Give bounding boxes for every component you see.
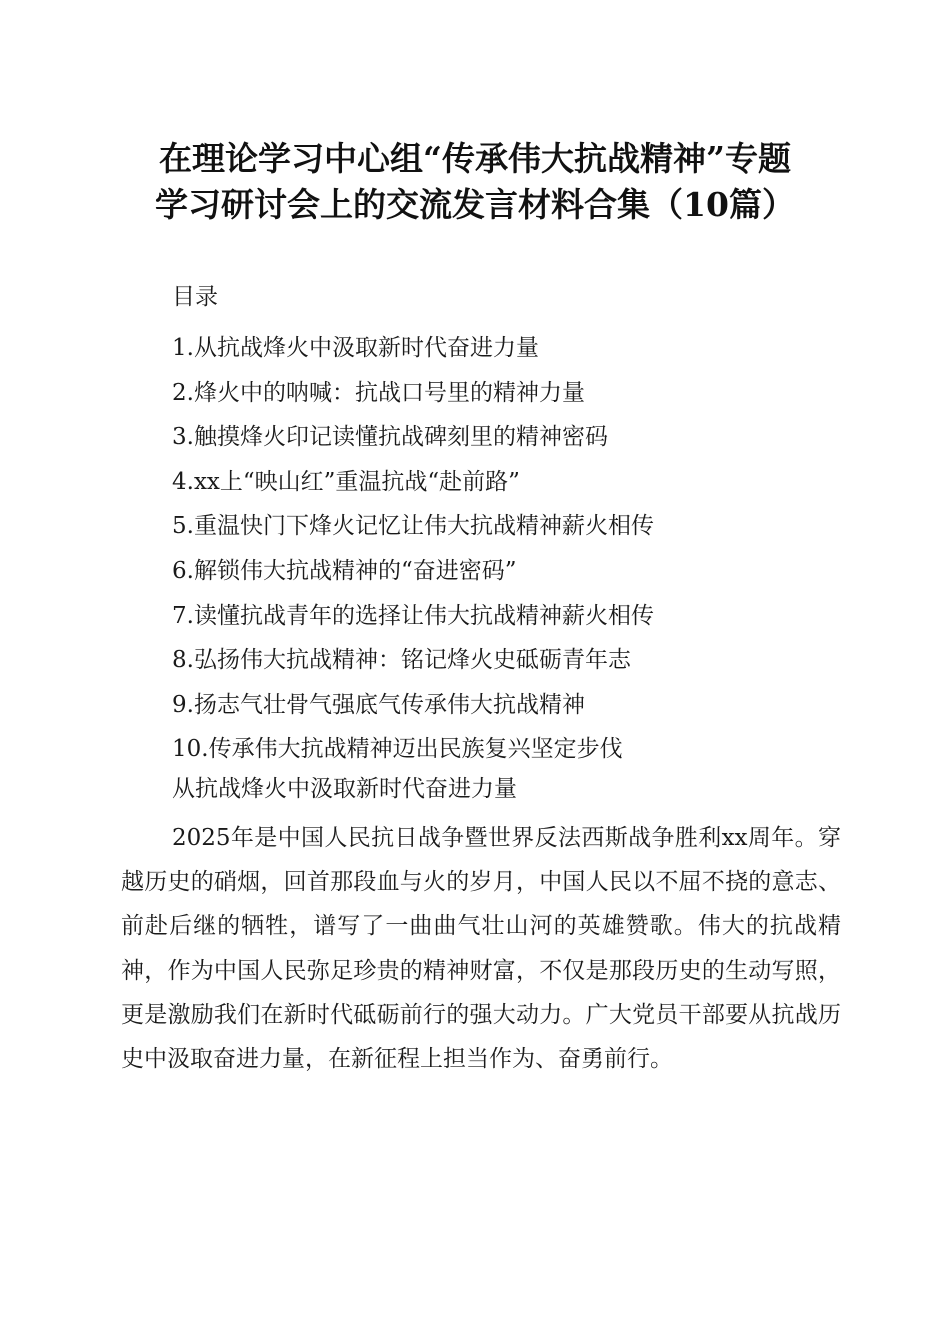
title-line-2: 学习研讨会上的交流发言材料合集（10篇）: [155, 185, 795, 224]
body-paragraph: 2025年是中国人民抗日战争暨世界反法西斯战争胜利xx周年。穿越历史的硝烟，回首那段血与火的岁月，中国人民以不屈不挠的意志、前赴后继的牺牲，谱写了一曲曲气壮山河的英雄赞歌。伟大的抗战精神，作为中国人民弥足珍贵的精神财富，不仅是那段历史的生动写照，更是激励我们在新时代砥砺前行的强大动力。广大党员干部要从抗战历史中汲取奋进力量，在新征程上担当作为、奋勇前行。: [121, 825, 841, 1073]
toc-item: 4.xx上“映山红”重温抗战“赴前路”: [172, 468, 520, 495]
toc-item: 1.从抗战烽火中汲取新时代奋进力量: [172, 335, 539, 361]
toc-heading: 目录: [172, 284, 218, 310]
toc-item: 10.传承伟大抗战精神迈出民族复兴坚定步伐: [172, 736, 623, 763]
toc-item: 7.读懂抗战青年的选择让伟大抗战精神薪火相传: [172, 602, 654, 629]
toc-item: 3.触摸烽火印记读懂抗战碑刻里的精神密码: [172, 424, 608, 451]
section-title: 从抗战烽火中汲取新时代奋进力量: [172, 776, 517, 802]
toc-item: 6.解锁伟大抗战精神的“奋进密码”: [172, 557, 517, 584]
toc-item: 2.烽火中的呐喊：抗战口号里的精神力量: [172, 379, 585, 406]
toc-item: 9.扬志气壮骨气强底气传承伟大抗战精神: [172, 691, 585, 718]
document-title: [100, 136, 850, 228]
title-line-1: 在理论学习中心组“传承伟大抗战精神”专题: [159, 139, 791, 178]
toc-item: 5.重温快门下烽火记忆让伟大抗战精神薪火相传: [172, 513, 654, 540]
table-of-contents: [172, 326, 654, 772]
toc-item: 8.弘扬伟大抗战精神：铭记烽火史砥砺青年志: [172, 647, 631, 674]
